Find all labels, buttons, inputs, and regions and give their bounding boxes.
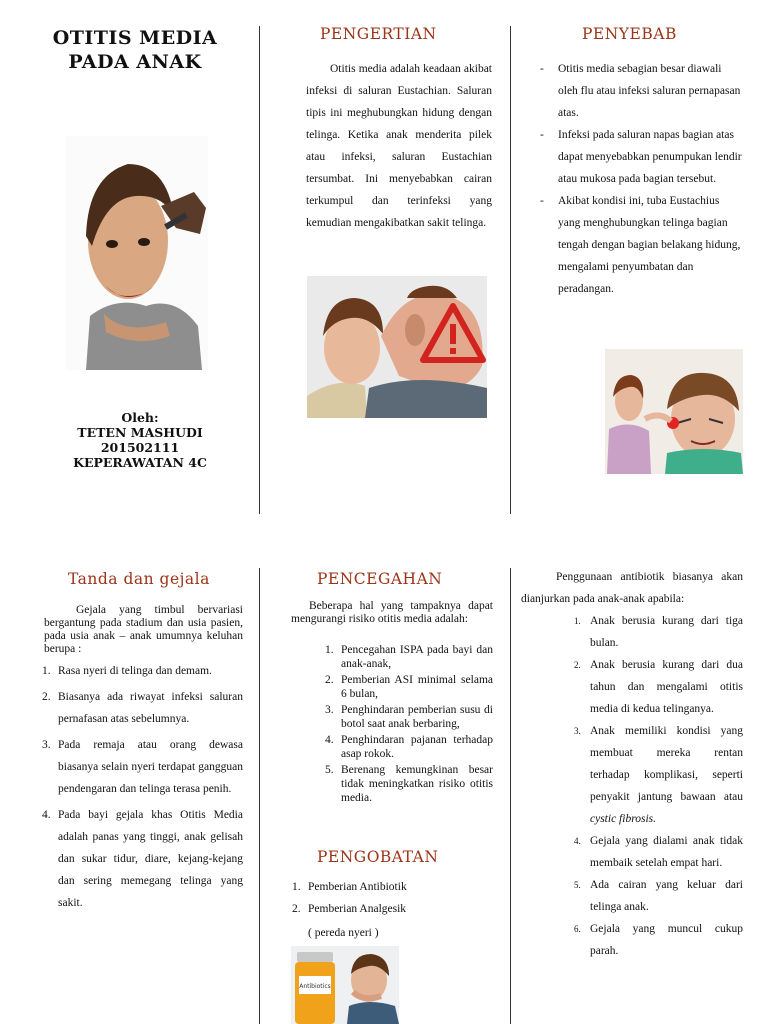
list-item: 2. Pemberian Analgesik (292, 903, 407, 915)
antibiotics-illustration (291, 946, 399, 1024)
pengertian-heading: PENGERTIAN (320, 25, 437, 43)
column-divider-4 (510, 568, 511, 1024)
list-item: 4. Gejala yang dialami anak tidak membaik setelah empat hari. (574, 835, 743, 869)
list-item: 1. Anak berusia kurang dari tiga bulan. (574, 615, 743, 649)
list-item: 3. Pada remaja atau orang dewasa biasanya selain nyeri terdapat gangguan pendengaran dan telinga terasa penih. (42, 739, 243, 795)
cystic-fibrosis-term: cystic fibrosis. (590, 813, 657, 825)
pengertian-text: Otitis media adalah keadaan akibat infeksi di saluran Eustachian. Saluran tipis ini meghubungkan hidung dengan telinga. Ketika anak menderita pilek atau infeksi, saluran Eustachian tersumbat. Ini menyebabkan cairan terkumpul dan terinfeksi yang kemudian mengakibatkan sakit telinga. (306, 63, 492, 229)
bottle-label: Antibiotics (299, 983, 331, 990)
tanda-intro: Gejala yang timbul bervariasi bergantung pada stadium dan usia pasien, pada usia anak – anak umumnya keluhan berupa : (44, 604, 243, 655)
list-item: 1. Rasa nyeri di telinga dan demam. (42, 665, 212, 677)
author-name: TETEN MASHUDI (77, 425, 203, 440)
author-label: Oleh: (121, 410, 159, 425)
list-item: - Infeksi pada saluran napas bagian atas dapat menyebabkan penumpukan lendir atau mukosa pada bagian tersebut. (540, 129, 742, 185)
pencegahan-list (325, 643, 493, 805)
column-divider-1 (259, 26, 260, 514)
list-item: 3. Anak memiliki kondisi yang membuat mereka rentan terhadap komplikasi, seperti penyakit jantung bawaan atau cystic fibrosis. (574, 725, 743, 825)
pengobatan-list (292, 876, 493, 920)
penyebab-list (540, 58, 744, 300)
list-item: 3. Penghindaran pemberian susu di botol saat anak berbaring, (325, 704, 493, 730)
list-item: 4. Penghindaran pajanan terhadap asap rokok. (325, 734, 493, 760)
pencegahan-intro: Beberapa hal yang tampaknya dapat mengurangi risiko otitis media adalah: (291, 600, 493, 625)
antibiotik-intro: Penggunaan antibiotik biasanya akan dianjurkan pada anak-anak apabila: (521, 571, 743, 605)
list-item: 2. Biasanya ada riwayat infeksi saluran pernafasan atas sebelumnya. (42, 691, 243, 725)
author-program: KEPERAWATAN 4C (73, 455, 207, 470)
list-item: 5. Berenang kemungkinan besar tidak meningkatkan risiko otitis media. (325, 764, 493, 804)
list-item: 4. Pada bayi gejala khas Otitis Media adalah panas yang tinggi, anak gelisah dan sukar tidur, diare, kejang-kejang dan sering memegang telinga yang sakit. (42, 809, 243, 909)
list-item: 6. Gejala yang muncul cukup parah. (574, 923, 743, 957)
list-item: 2. Pemberian ASI minimal selama 6 bulan, (325, 674, 493, 700)
child-ear-photo (66, 136, 208, 370)
pengobatan-heading: PENGOBATAN (317, 848, 439, 866)
tanda-heading: Tanda dan gejala (68, 570, 210, 588)
pengobatan-note: ( pereda nyeri ) (308, 927, 379, 939)
tanda-list (42, 660, 243, 914)
pencegahan-heading: PENCEGAHAN (317, 570, 443, 588)
list-item: 5. Ada cairan yang keluar dari telinga anak. (574, 879, 743, 913)
page-title: OTITIS MEDIA PADA ANAK (52, 27, 218, 73)
author-block (40, 410, 240, 470)
ear-warning-illustration (307, 276, 487, 418)
list-item: - Otitis media sebagian besar diawali oleh flu atau infeksi saluran pernapasan atas. (540, 63, 741, 119)
penyebab-heading: PENYEBAB (582, 25, 677, 43)
ear-pain-illustration (605, 349, 743, 474)
antibiotik-list (574, 610, 743, 962)
list-item: 2. Anak berusia kurang dari dua tahun dan mengalami otitis media di kedua telinganya. (574, 659, 743, 715)
list-item: - Akibat kondisi ini, tuba Eustachius yang menghubungkan telinga bagian tengah dengan bagian belakang hidung, mengalami penyumbatan dan peradangan. (540, 195, 741, 295)
column-divider-2 (510, 26, 511, 514)
column-divider-3 (259, 568, 260, 1024)
list-item: 1. Pemberian Antibiotik (292, 881, 407, 893)
author-nim: 201502111 (100, 440, 180, 455)
list-item: 1. Pencegahan ISPA pada bayi dan anak-anak, (325, 644, 493, 670)
